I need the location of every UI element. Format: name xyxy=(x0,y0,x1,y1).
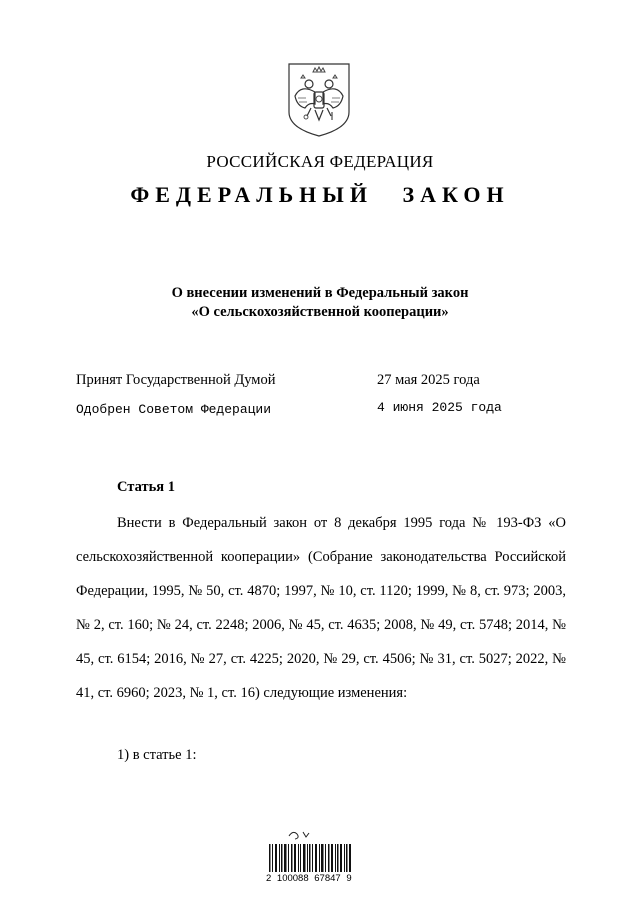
law-title xyxy=(0,284,640,322)
council-approval-date: 4 июня 2025 года xyxy=(377,400,502,415)
law-title-line-2: «О сельскохозяйственной кооперации» xyxy=(191,304,449,320)
coat-of-arms-icon xyxy=(287,62,351,138)
document-type-heading: ФЕДЕРАЛЬНЫЙ ЗАКОН xyxy=(130,182,510,207)
barcode-number: 2 100088 67847 9 xyxy=(266,873,352,884)
country-heading: РОССИЙСКАЯ ФЕДЕРАЦИЯ xyxy=(206,152,434,171)
law-title-line-1: О внесении изменений в Федеральный закон xyxy=(171,285,469,301)
article-body: Внести в Федеральный закон от 8 декабря 1995 года № 193-ФЗ «О сельскохозяйственной кооперации» (Собрание законодательства Российской Федерации, 1995, № 50, ст. 4870; 1997, № 10, ст. 1120; 1999, № 8, ст. 973; 2003, № 2, ст. 160; № 24, ст. 2248; 2006, № 45, ст. 4635; 2008, № 49, ст. 5748; 2014, № 45, ст. 6154; 2016, № 27, ст. 4225; 2020, № 29, ст. 4506; № 31, ст. 5027; 2022, № 41, ст. 6960; 2023, № 1, ст. 16) следующие изменения: xyxy=(76,515,566,701)
council-approval-label: Одобрен Советом Федерации xyxy=(76,402,272,417)
article-heading: Статья 1 xyxy=(117,479,175,495)
duma-adoption-date: 27 мая 2025 года xyxy=(377,372,480,388)
article-item-1: 1) в статье 1: xyxy=(117,747,197,763)
duma-adoption-label: Принят Государственной Думой xyxy=(76,372,276,388)
